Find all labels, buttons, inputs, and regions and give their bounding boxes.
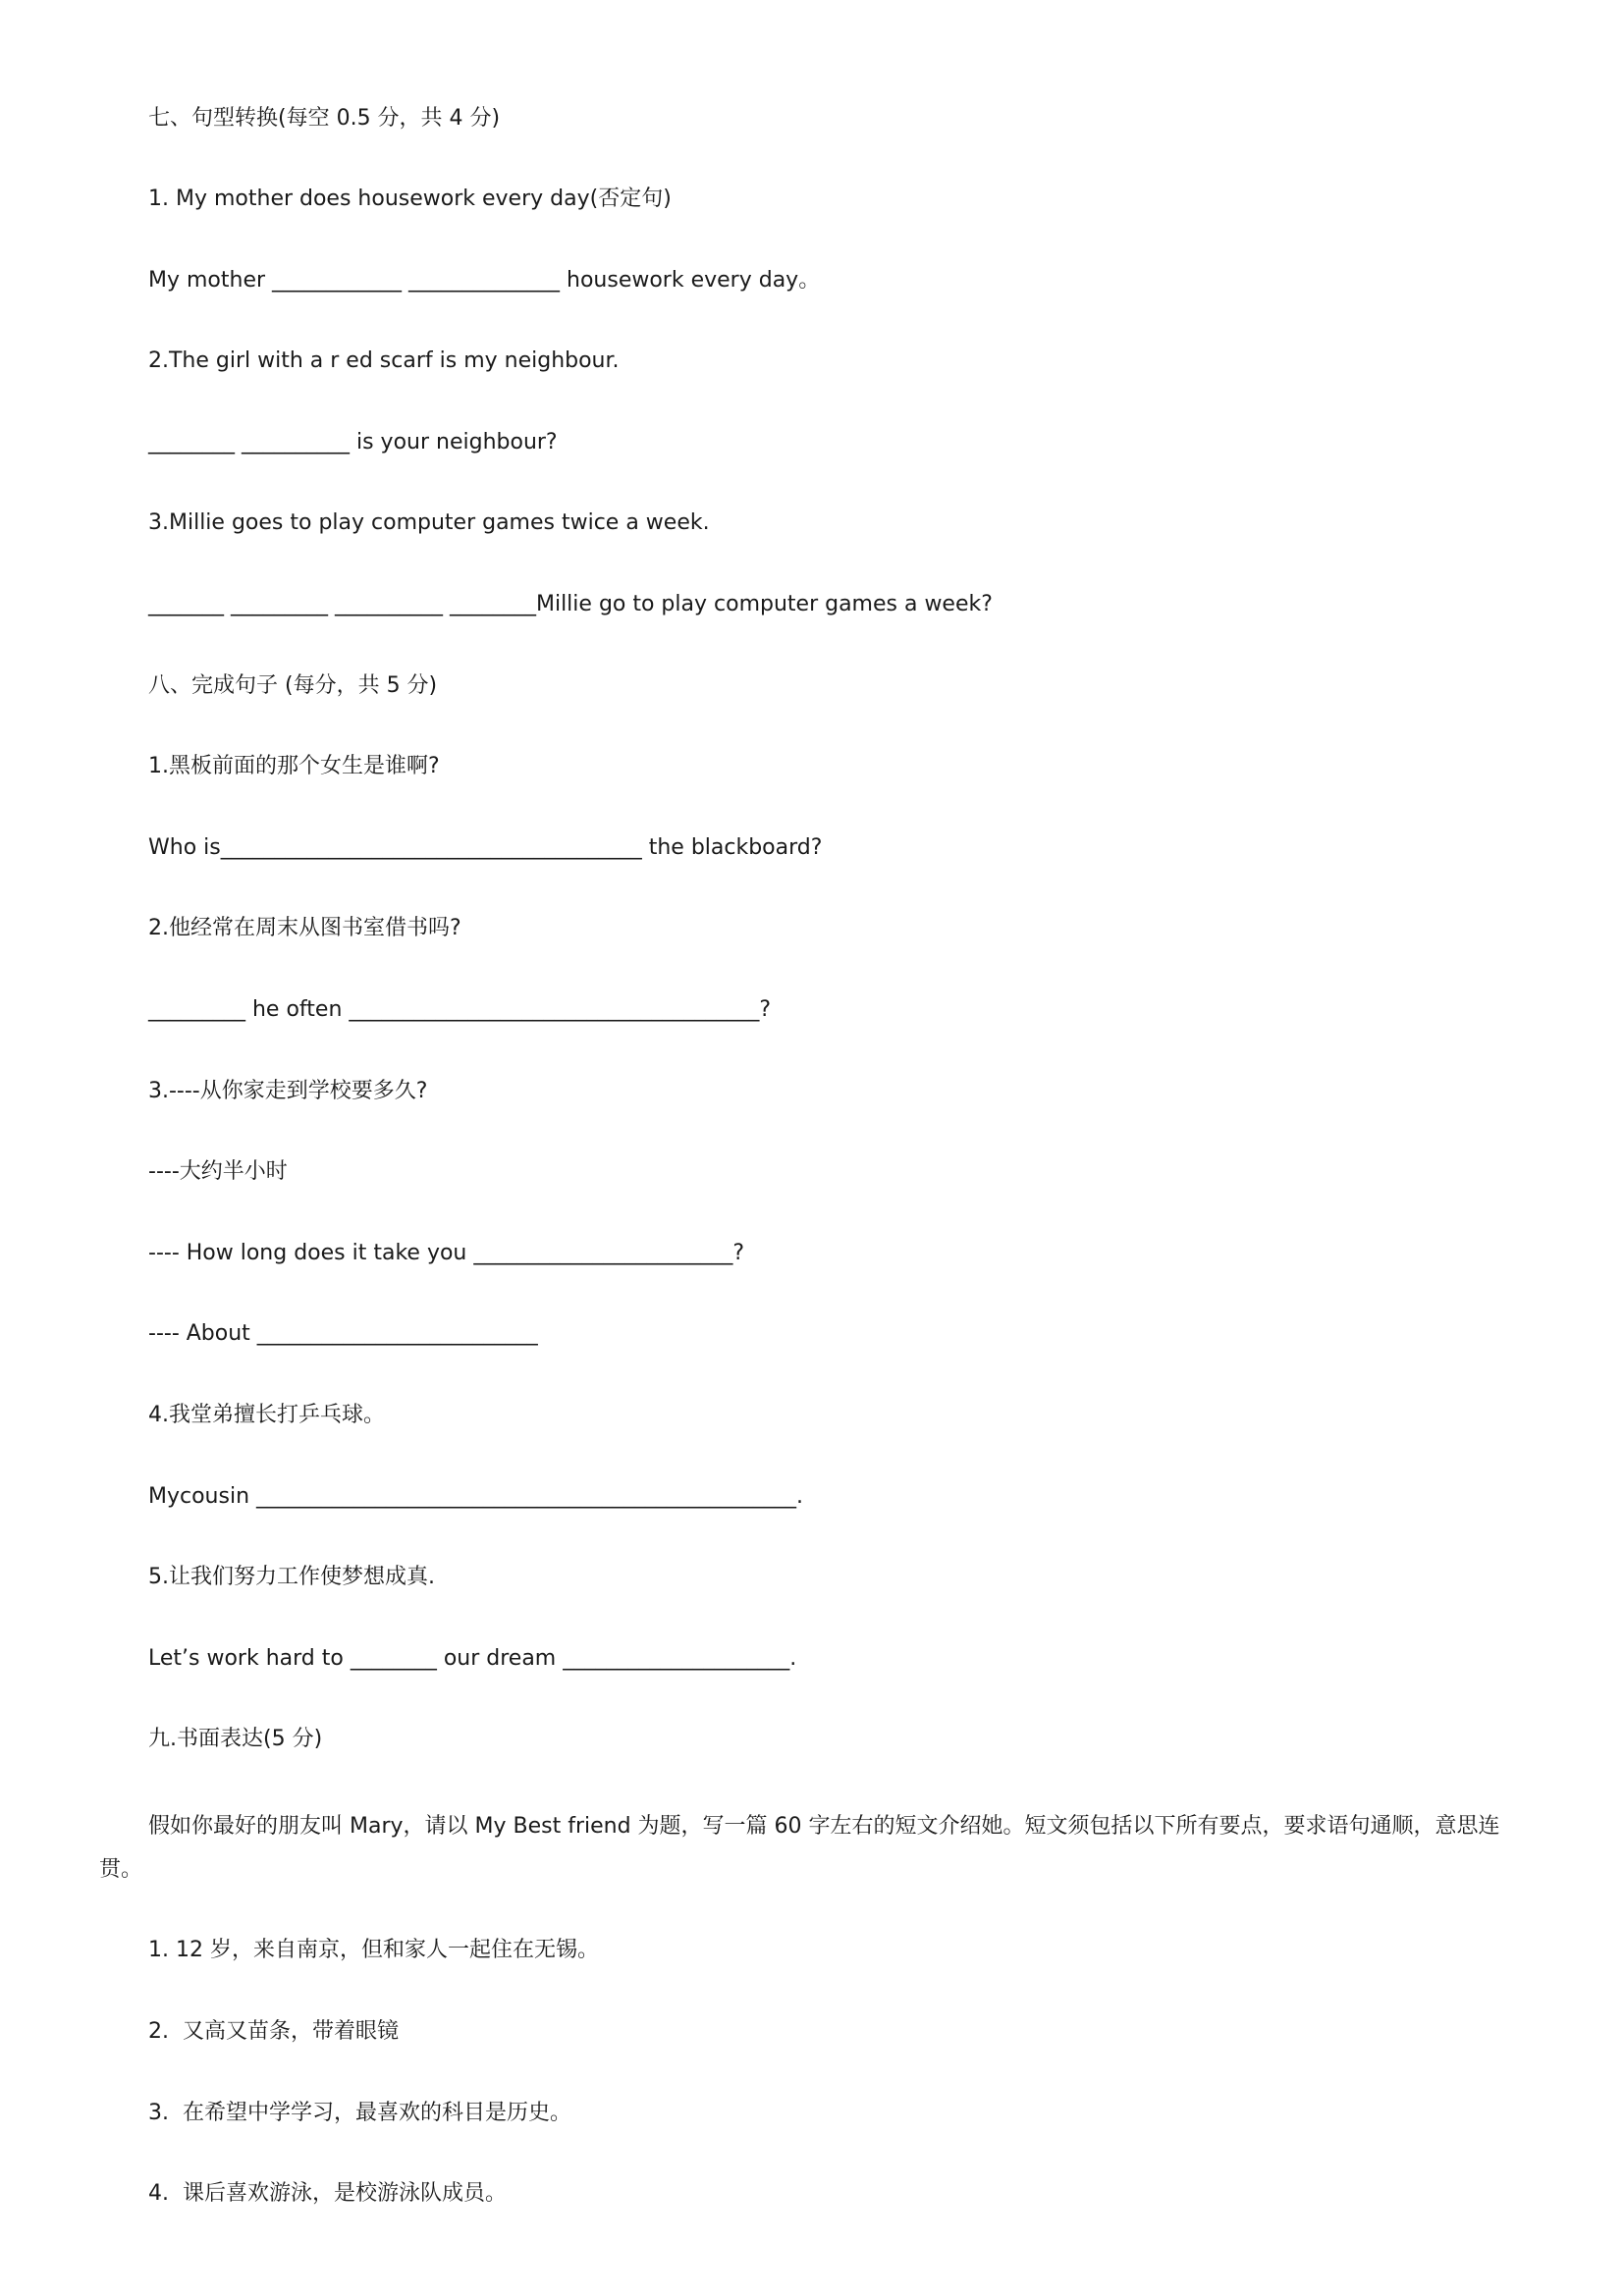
section-7-question-1: 1. My mother does housework every day(否定句) xyxy=(148,187,672,211)
section-7-question-3: 3.Millie goes to play computer games twice a week. xyxy=(148,510,710,535)
section-7-heading: 七、句型转换(每空 0.5 分，共 4 分) xyxy=(148,106,501,131)
section-7-answer-line-1: My mother ____________ ______________ housework every day。 xyxy=(148,268,821,293)
section-9-point-4: 4. 课后喜欢游泳，是校游泳队成员。 xyxy=(148,2181,507,2206)
section-9-point-2: 2. 又高又苗条，带着眼镜 xyxy=(148,2019,399,2044)
section-8-answer-line-1: Who is_______________________________________ the blackboard? xyxy=(148,835,823,860)
section-8-answer-line-3a: ---- How long does it take you ________________________? xyxy=(148,1241,745,1265)
section-8-answer-line-2: _________ he often ______________________________________? xyxy=(148,997,772,1022)
section-9-point-1: 1. 12 岁，来自南京，但和家人一起住在无锡。 xyxy=(148,1938,599,1962)
section-8-question-3-reply: ----大约半小时 xyxy=(148,1159,288,1184)
section-8-question-5: 5.让我们努力工作使梦想成真. xyxy=(148,1565,435,1589)
section-8-question-3: 3.----从你家走到学校要多久? xyxy=(148,1079,428,1103)
section-8-answer-line-3b: ---- About __________________________ xyxy=(148,1321,538,1346)
section-8-heading: 八、完成句子 (每分，共 5 分) xyxy=(148,673,438,698)
section-8-question-4: 4.我堂弟擅长打乒乓球。 xyxy=(148,1403,385,1427)
section-8-question-1: 1.黑板前面的那个女生是谁啊? xyxy=(148,754,440,778)
section-9-heading: 九.书面表达(5 分) xyxy=(148,1727,323,1751)
section-9-prompt: 假如你最好的朋友叫 Mary，请以 My Best friend 为题，写一篇 60 字左右的短文介绍她。短文须包括以下所有要点，要求语句通顺，意思连贯。 xyxy=(99,1814,1500,1882)
section-8-answer-line-5: Let’s work hard to ________ our dream _____________________. xyxy=(148,1646,797,1671)
section-7-answer-line-2: ________ __________ is your neighbour? xyxy=(148,430,558,454)
section-7-answer-line-3: _______ _________ __________ ________Millie go to play computer games a week? xyxy=(148,592,993,616)
section-7-question-2: 2.The girl with a r ed scarf is my neighbour. xyxy=(148,348,620,373)
section-9-point-3: 3. 在希望中学学习，最喜欢的科目是历史。 xyxy=(148,2101,571,2125)
section-8-answer-line-4: Mycousin __________________________________________________. xyxy=(148,1484,804,1509)
section-8-question-2: 2.他经常在周末从图书室借书吗? xyxy=(148,916,461,940)
